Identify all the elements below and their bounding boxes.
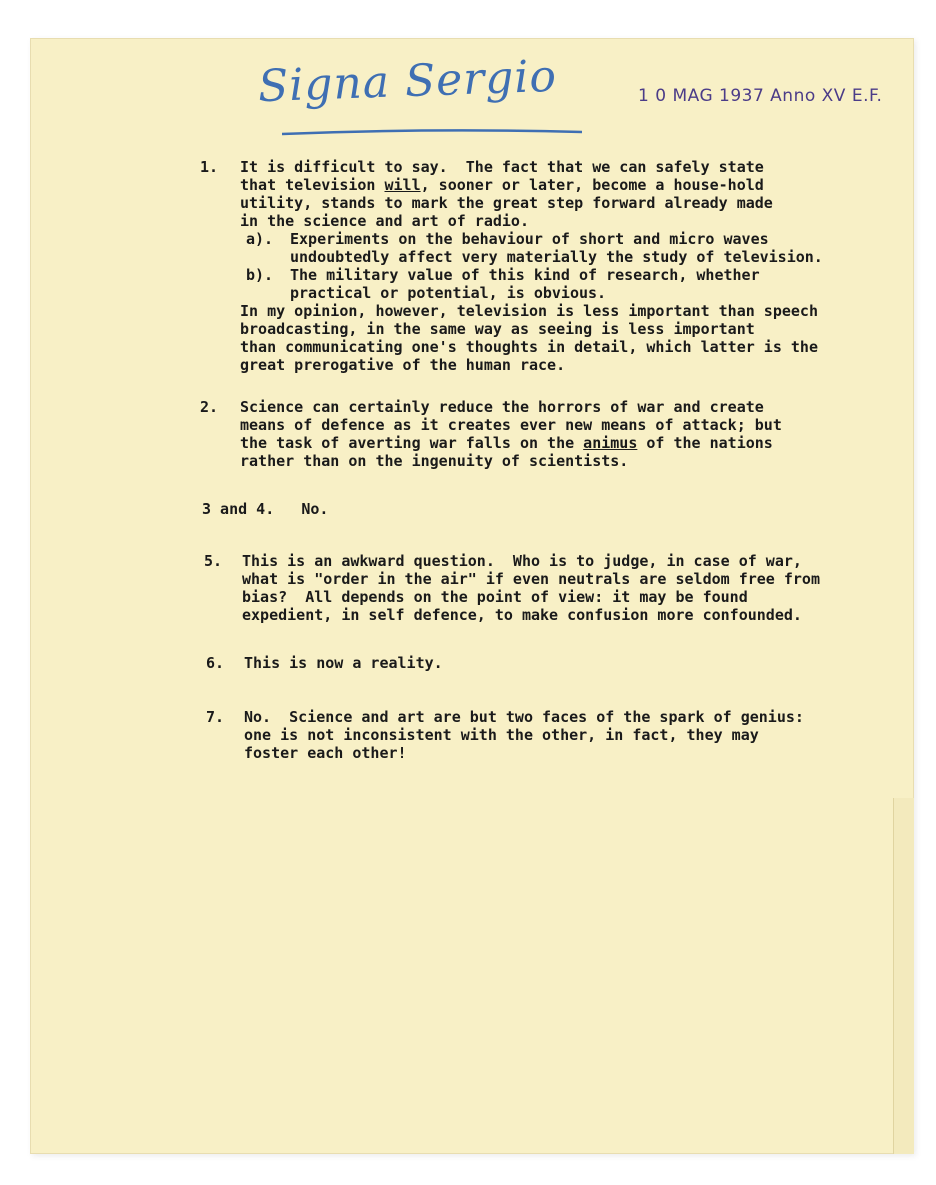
- answer-1-opinion-line: than communicating one's thoughts in detail, which latter is the: [240, 338, 818, 356]
- date-stamp: 1 0 MAG 1937 Anno XV E.F.: [638, 86, 883, 106]
- answer-2-number: 2.: [200, 398, 219, 416]
- answer-5-line: bias? All depends on the point of view: it may be found: [242, 588, 748, 606]
- answer-2-line: means of defence as it creates ever new means of attack; but: [240, 416, 782, 434]
- answer-3-4: 3 and 4. No.: [202, 500, 329, 518]
- answer-5-line: what is "order in the air" if even neutrals are seldom free from: [242, 570, 820, 588]
- answer-1-line: that television will, sooner or later, become a house-hold: [240, 176, 764, 194]
- handwritten-signature: Signa Sergio: [257, 50, 558, 113]
- answer-1b-label: b).: [246, 266, 274, 284]
- answer-6-line: This is now a reality.: [244, 654, 443, 672]
- answer-7-line: one is not inconsistent with the other, in fact, they may: [244, 726, 759, 744]
- answer-7-number: 7.: [206, 708, 225, 726]
- answer-1-line: in the science and art of radio.: [240, 212, 529, 230]
- answer-1b-line: The military value of this kind of research, whether: [290, 266, 760, 284]
- answer-2-line: rather than on the ingenuity of scientists.: [240, 452, 629, 470]
- answer-2-line: Science can certainly reduce the horrors of war and create: [240, 398, 764, 416]
- answer-1-opinion-line: In my opinion, however, television is less important than speech: [240, 302, 818, 320]
- answer-5-line: expedient, in self defence, to make confusion more confounded.: [242, 606, 802, 624]
- answer-7-line: foster each other!: [244, 744, 407, 762]
- answer-2-line: the task of averting war falls on the animus of the nations: [240, 434, 773, 452]
- answer-7-line: No. Science and art are but two faces of the spark of genius:: [244, 708, 804, 726]
- answer-1-line: It is difficult to say. The fact that we can safely state: [240, 158, 764, 176]
- answer-1a-line: undoubtedly affect very materially the study of television.: [290, 248, 823, 266]
- answer-5-line: This is an awkward question. Who is to judge, in case of war,: [242, 552, 802, 570]
- answer-1-line: utility, stands to mark the great step forward already made: [240, 194, 773, 212]
- answer-1-opinion-line: broadcasting, in the same way as seeing is less important: [240, 320, 755, 338]
- answer-1-opinion-line: great prerogative of the human race.: [240, 356, 566, 374]
- answer-6-number: 6.: [206, 654, 225, 672]
- answer-1-number: 1.: [200, 158, 219, 176]
- answer-1b-line: practical or potential, is obvious.: [290, 284, 607, 302]
- answer-1a-line: Experiments on the behaviour of short and micro waves: [290, 230, 769, 248]
- signature-underline: [282, 128, 582, 136]
- answer-5-number: 5.: [204, 552, 223, 570]
- answer-1a-label: a).: [246, 230, 274, 248]
